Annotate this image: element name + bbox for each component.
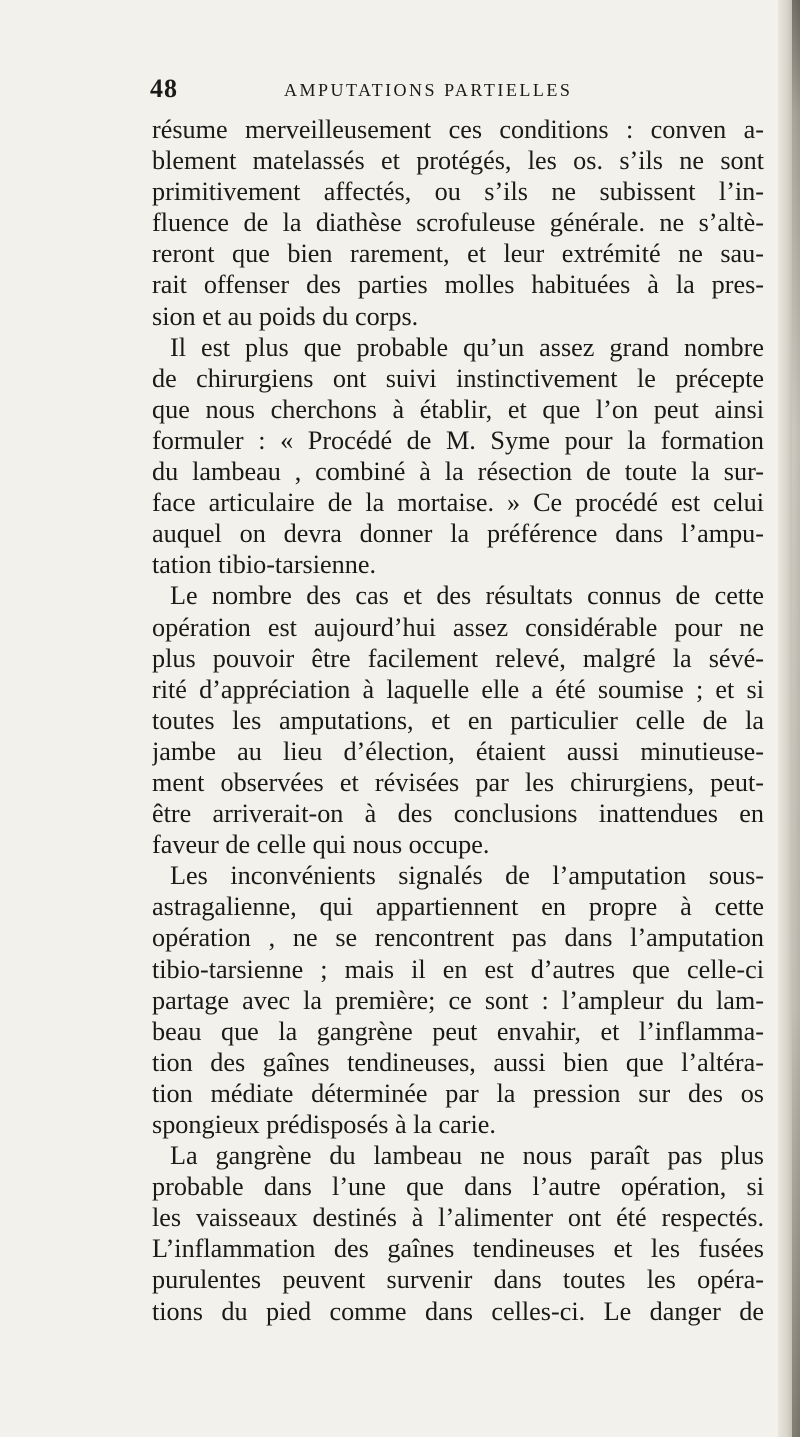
text-line: formuler : « Procédé de M. Syme pour la formation [152,425,764,455]
page-binding-edge [792,0,800,1437]
text-line: tion médiate déterminée par la pression sur des os [152,1078,764,1108]
text-line: Il est plus que probable qu’un assez grand nombre [170,332,764,362]
body-text [152,114,764,1327]
text-line: du lambeau , combiné à la résection de toute la sur- [152,457,764,487]
text-line: les vaisseaux destinés à l’alimenter ont été respectés. [152,1203,764,1233]
text-line: rait offenser des parties molles habituées à la pres- [152,270,764,300]
text-line: tibio-tarsienne ; mais il en est d’autres que celle-ci [152,954,764,984]
text-line: opération est aujourd’hui assez considérable pour ne [152,612,764,642]
text-line: La gangrène du lambeau ne nous paraît pas plus [170,1141,764,1171]
text-line: face articulaire de la mortaise. » Ce procédé est celui [152,488,764,518]
text-line: Les inconvénients signalés de l’amputation sous- [170,861,764,891]
text-line: fluence de la diathèse scrofuleuse générale. ne s’altè- [152,208,764,238]
text-line: que nous cherchons à établir, et que l’on peut ainsi [152,394,764,424]
page-number: 48 [150,74,178,103]
text-line: probable dans l’une que dans l’autre opération, si [152,1172,764,1202]
page-header [150,74,790,110]
text-line: partage avec la première; ce sont : l’ampleur du lam- [152,985,764,1015]
text-line: toutes les amputations, et en particulier celle de la [152,705,764,735]
text-line: tions du pied comme dans celles-ci. Le danger de [152,1296,764,1326]
text-line: opération , ne se rencontrent pas dans l’amputation [152,923,764,953]
text-line: primitivement affectés, ou s’ils ne subissent l’in- [152,177,764,207]
text-line: beau que la gangrène peut envahir, et l’inflamma- [152,1016,764,1046]
text-line: auquel on devra donner la préférence dans l’ampu- [152,519,764,549]
text-line: plus pouvoir être facilement relevé, malgré la sévé- [152,643,764,673]
text-line: sion et au poids du corps. [152,301,419,331]
text-line: purulentes peuvent survenir dans toutes les opéra- [152,1265,764,1295]
text-line: de chirurgiens ont suivi instinctivement le précepte [152,363,764,393]
text-line: ment observées et révisées par les chirurgiens, peut- [152,767,764,797]
text-line: tation tibio-tarsienne. [152,550,376,580]
text-line: jambe au lieu d’élection, étaient aussi minutieuse- [152,736,764,766]
text-line: résume merveilleusement ces conditions : conven a- [152,115,764,144]
text-line: rité d’appréciation à laquelle elle a été soumise ; et si [152,674,764,704]
text-line: astragalienne, qui appartiennent en propre à cette [152,892,764,922]
text-line: tion des gaînes tendineuses, aussi bien que l’altéra- [152,1047,764,1077]
text-line: faveur de celle qui nous occupe. [152,830,490,860]
text-line: blement matelassés et protégés, les os. s’ils ne sont [152,146,764,176]
text-line: spongieux prédisposés à la carie. [152,1110,496,1139]
running-head: AMPUTATIONS PARTIELLES [284,80,573,100]
text-line: reront que bien rarement, et leur extrémité ne sau- [152,239,764,269]
text-line: L’inflammation des gaînes tendineuses et les fusées [152,1234,764,1264]
text-line: être arriverait-on à des conclusions inattendues en [152,799,764,829]
text-line: Le nombre des cas et des résultats connus de cette [170,581,764,611]
